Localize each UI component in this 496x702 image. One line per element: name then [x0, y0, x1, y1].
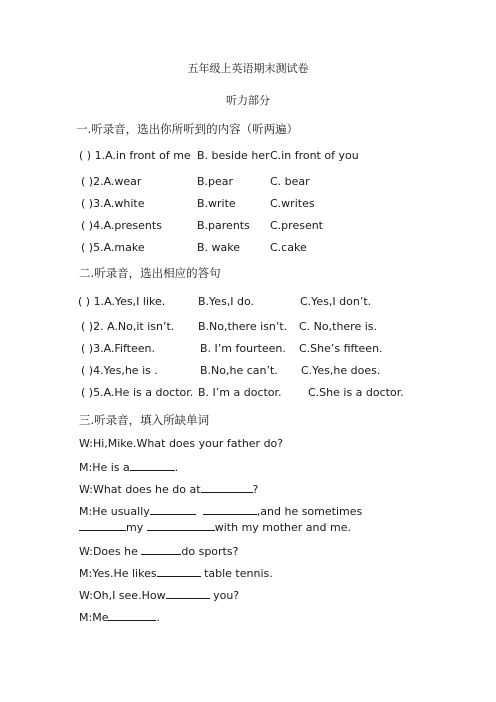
option-b: B. beside her — [197, 149, 270, 162]
dialogue-line-6: W:Does he do sports? — [79, 545, 239, 558]
list-item: ( )3.A.Fifteen. — [81, 342, 155, 355]
option-b: B.parents — [197, 219, 250, 232]
dialogue-line-2: M:He is a . — [79, 461, 179, 474]
option-c: C.cake — [270, 241, 307, 254]
fill-blank[interactable] — [157, 565, 201, 577]
dialogue-line-3: W:What does he do at ? — [79, 483, 259, 496]
dialogue-line-9: M:Me . — [79, 611, 160, 624]
dialogue-line-8: W:Oh,I see.How you? — [79, 589, 240, 602]
list-item: ( ) 1.A.Yes,I like. — [78, 295, 166, 308]
fill-blank[interactable] — [147, 519, 215, 531]
list-item: ( ) 1.A.in front of me — [79, 149, 191, 162]
option-c: C.Yes,I don’t. — [300, 295, 372, 308]
list-item: ( )3.A.white — [81, 197, 145, 210]
fill-blank[interactable] — [79, 519, 126, 531]
section3-heading: 三.听录音，填入所缺单词 — [79, 413, 210, 427]
option-c: C. bear — [270, 175, 310, 188]
option-b: B.No,there isn’t. — [198, 320, 288, 333]
fill-blank[interactable] — [166, 587, 210, 599]
option-c: C. No,there is. — [299, 320, 378, 333]
option-b: B.write — [197, 197, 236, 210]
dialogue-line-7: M:Yes.He likes table tennis. — [79, 567, 273, 580]
option-b: B. I’m a doctor. — [198, 386, 282, 399]
fill-blank[interactable] — [108, 609, 156, 621]
list-item: ( )2. A.No,it isn’t. — [81, 320, 175, 333]
option-b: B.No,he can’t. — [200, 364, 278, 377]
section2-heading: 二.听录音，选出相应的答句 — [79, 266, 221, 280]
page-title: 五年级上英语期末测试卷 — [187, 62, 309, 75]
fill-blank[interactable] — [141, 543, 181, 555]
option-c: C.She is a doctor. — [308, 386, 404, 399]
option-b: B.Yes,I do. — [198, 295, 255, 308]
option-b: B. I’m fourteen. — [200, 342, 286, 355]
page-subtitle: 听力部分 — [226, 94, 270, 107]
option-c: C.writes — [270, 197, 315, 210]
option-c: C.in front of you — [270, 149, 359, 162]
dialogue-line-5: my with my mother and me. — [79, 519, 351, 535]
list-item: ( )4.Yes,he is . — [81, 364, 158, 377]
option-c: C.present — [270, 219, 323, 232]
option-c: C.Yes,he does. — [301, 364, 381, 377]
option-b: B. wake — [197, 241, 241, 254]
option-c: C.She’s fifteen. — [299, 342, 383, 355]
list-item: ( )5.A.He is a doctor. — [81, 386, 194, 399]
list-item: ( )2.A.wear — [81, 175, 142, 188]
dialogue-line-4: M:He usually ,and he sometimes — [79, 505, 363, 518]
fill-blank[interactable] — [203, 503, 257, 515]
fill-blank[interactable] — [150, 503, 196, 515]
option-b: B.pear — [197, 175, 234, 188]
section1-heading: 一.听录音，选出你所听到的内容（听两遍） — [76, 122, 299, 136]
fill-blank[interactable] — [130, 459, 175, 471]
list-item: ( )4.A.presents — [81, 219, 162, 232]
fill-blank[interactable] — [201, 481, 253, 493]
list-item: ( )5.A.make — [81, 241, 145, 254]
dialogue-line-1: W:Hi,Mike.What does your father do? — [79, 437, 284, 450]
